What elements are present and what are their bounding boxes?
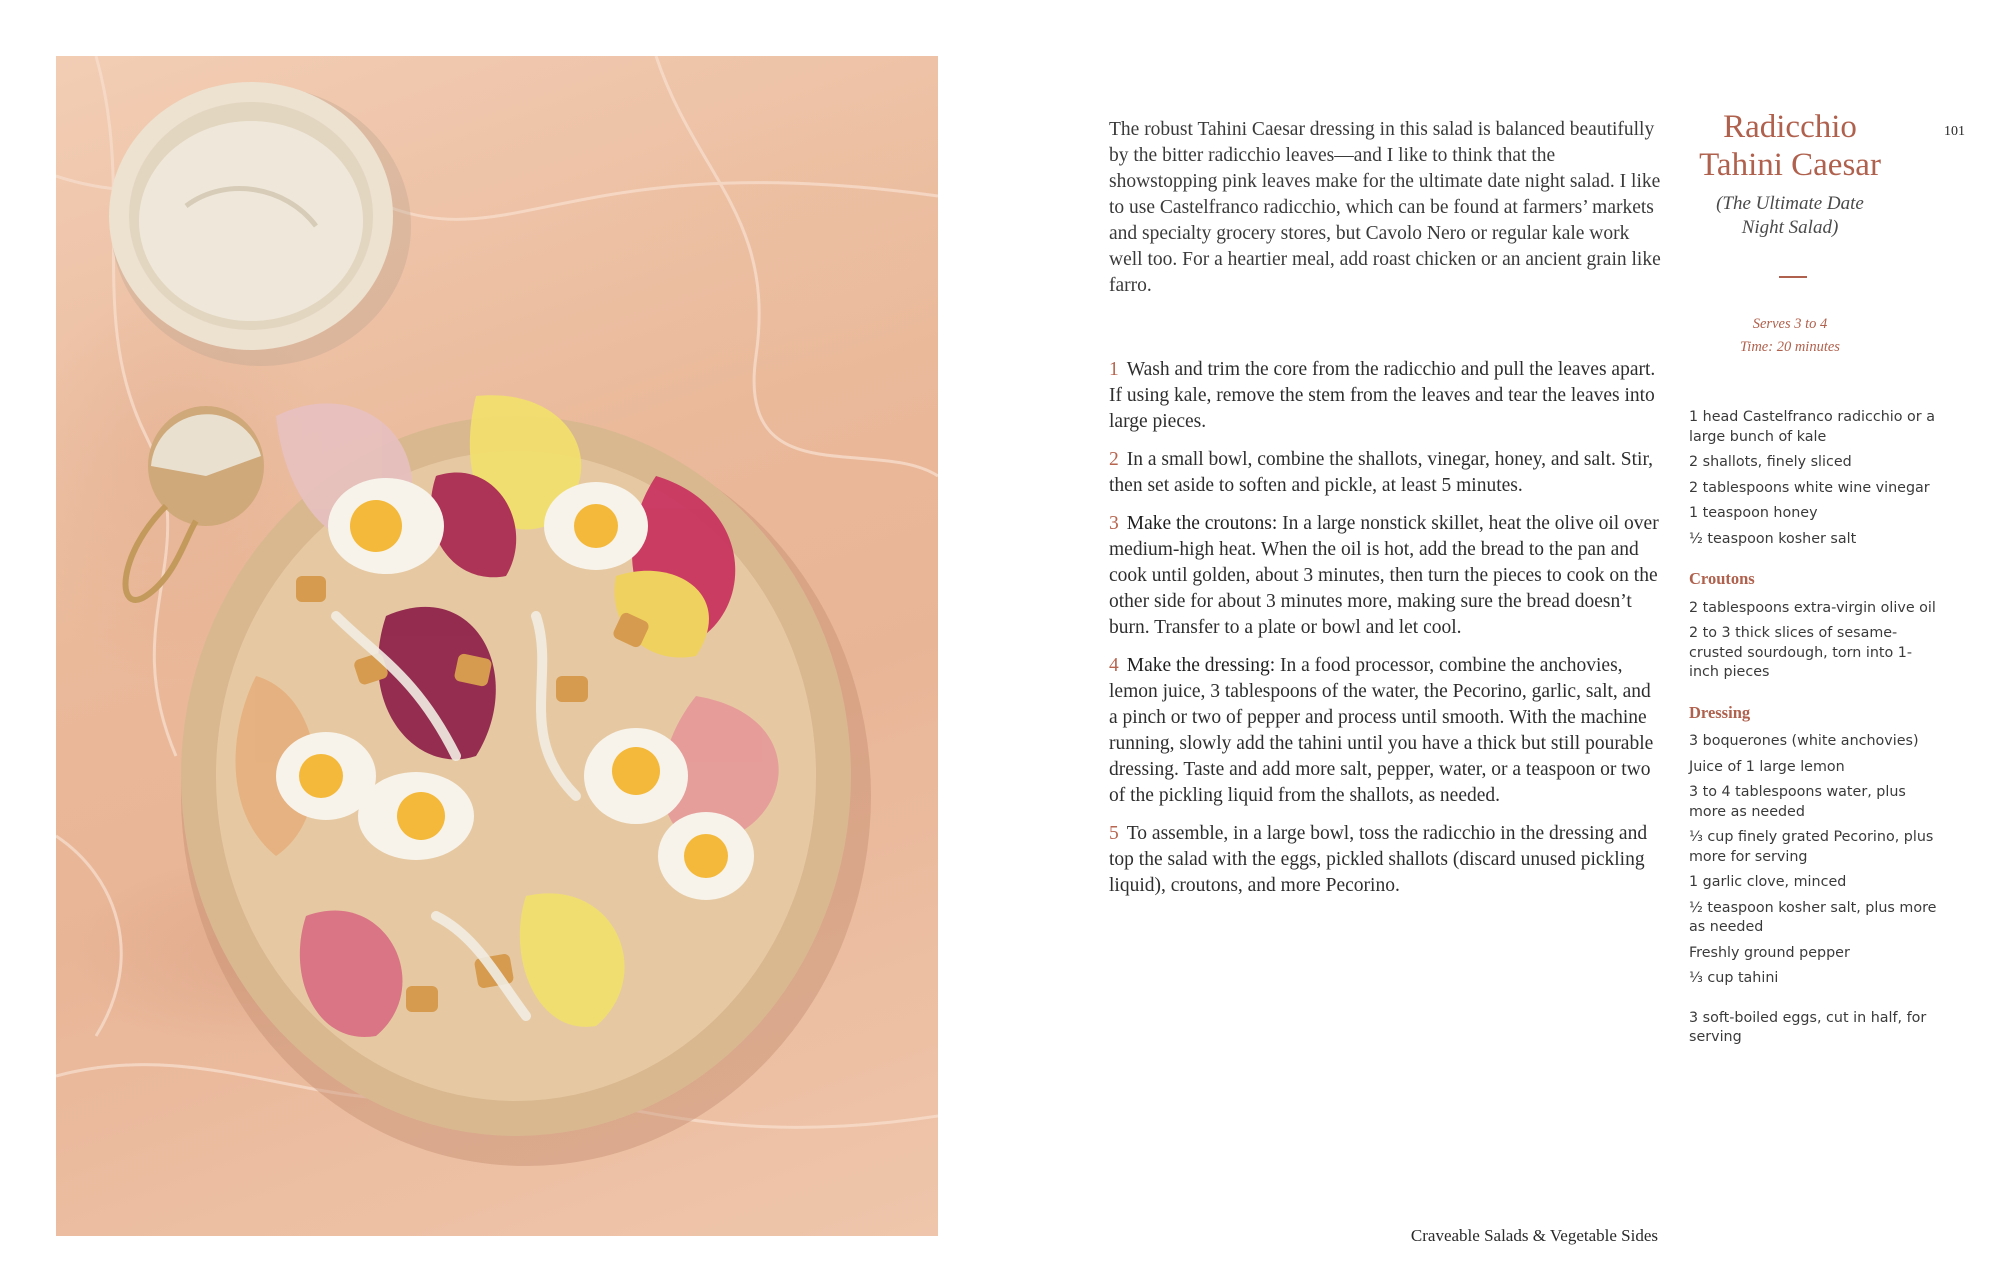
ingredient-item: Freshly ground pepper [1689,944,1850,961]
recipe-intro: The robust Tahini Caesar dressing in this salad is balanced beautifully by the bitter radicchio leaves—and I like to think that the showstopping pink leaves make for the ultimate date night salad. I like to use Castelfranco radicchio, which can be found at farmers’ markets and specialty grocery stores, but Cavolo Nero or regular kale work well too. For a heartier meal, add roast chicken or an ancient grain like farro. [1109,119,1661,296]
step-item [1109,511,1661,641]
salad-photo [56,56,938,1236]
step-item [1109,357,1661,435]
ingredient-item: 2 to 3 thick slices of sesame-crusted sourdough, torn into 1-inch pieces [1689,625,1913,680]
subtitle-line-1: (The Ultimate Date [1716,193,1864,214]
ingredient-item: 2 tablespoons white wine vinegar [1689,479,1930,496]
step-number: 4 [1109,655,1119,676]
ingredient-item: ½ teaspoon kosher salt [1689,530,1857,547]
step-text: Wash and trim the core from the radicchio and pull the leaves apart. If using kale, remove the stem from the leaves and tear the leaves into large pieces. [1109,359,1656,432]
step-lead: Make the croutons: [1126,513,1278,534]
ingredients-croutons [1689,599,1939,683]
ingredient-item: Juice of 1 large lemon [1689,758,1845,775]
step-number: 3 [1109,513,1119,534]
ingredient-item: 2 shallots, finely sliced [1689,454,1852,470]
dressing-heading: Dressing [1689,702,1751,722]
ingredient-item: 1 head Castelfranco radicchio or a large bunch of kale [1689,409,1935,445]
step-text: In a small bowl, combine the shallots, vinegar, honey, and salt. Stir, then set aside to soften and pickle, at least 5 minutes. [1109,449,1654,496]
step-text: In a large nonstick skillet, heat the olive oil over medium-high heat. When the oil is hot, add the bread to the pan and cook until golden, about 3 minutes, then turn the pieces to cook on the other side for about 3 minutes more, making sure the bread doesn’t burn. Transfer to a plate or bowl and let cool. [1109,513,1659,638]
ingredient-item: 1 teaspoon honey [1689,505,1818,521]
ingredient-item: 2 tablespoons extra-virgin olive oil [1689,599,1936,616]
step-item [1109,653,1661,809]
ingredient-item: 3 to 4 tablespoons water, plus more as needed [1689,784,1906,820]
step-item [1109,821,1661,899]
ingredients-list [1689,408,1939,1068]
salad-illustration [56,56,938,1236]
ingredient-item: ⅓ cup finely grated Pecorino, plus more for serving [1689,829,1934,865]
ingredients-main [1689,408,1939,549]
time-text: Time: 20 minutes [1740,339,1840,355]
step-lead: Make the dressing: [1126,655,1276,676]
title-line-1: Radicchio [1723,109,1857,145]
ingredients-dressing [1689,732,1939,989]
ingredient-item: 3 soft-boiled eggs, cut in half, for serving [1689,1009,1927,1045]
ingredient-item: ⅓ cup tahini [1689,970,1779,986]
subtitle-line-2: Night Salad) [1741,217,1839,238]
page-number: 101 [1944,124,1965,139]
serves-info [1680,313,1900,359]
ingredient-item: 1 garlic clove, minced [1689,874,1847,890]
page-footer: Craveable Salads & Vegetable Sides [1410,1226,1658,1245]
method-steps [1109,357,1661,911]
step-number: 1 [1109,359,1119,380]
ingredient-item: ½ teaspoon kosher salt, plus more as needed [1689,899,1937,935]
step-number: 5 [1109,823,1119,844]
recipe-title [1680,108,1900,184]
recipe-subtitle [1680,192,1900,240]
step-text: In a food processor, combine the anchovies, lemon juice, 3 tablespoons of the water, the Pecorino, garlic, salt, and a pinch or two of pepper and process until smooth. With the machine running, slowly add the tahini until you have a thick but still pourable dressing. Taste and add more salt, pepper, water, or a teaspoon or two of the pickling liquid from the shallots, as needed. [1109,655,1654,806]
croutons-heading: Croutons [1689,569,1755,588]
step-text: To assemble, in a large bowl, toss the radicchio in the dressing and top the salad with the eggs, pickled shallots (discard unused pickling liquid), croutons, and more Pecorino. [1109,823,1648,896]
step-item [1109,447,1661,499]
ingredients-serving [1689,1009,1939,1048]
step-number: 2 [1109,449,1119,470]
title-divider [1779,276,1807,278]
title-line-2: Tahini Caesar [1699,147,1881,183]
ingredient-item: 3 boquerones (white anchovies) [1689,733,1919,749]
serves-text: Serves 3 to 4 [1752,316,1828,332]
